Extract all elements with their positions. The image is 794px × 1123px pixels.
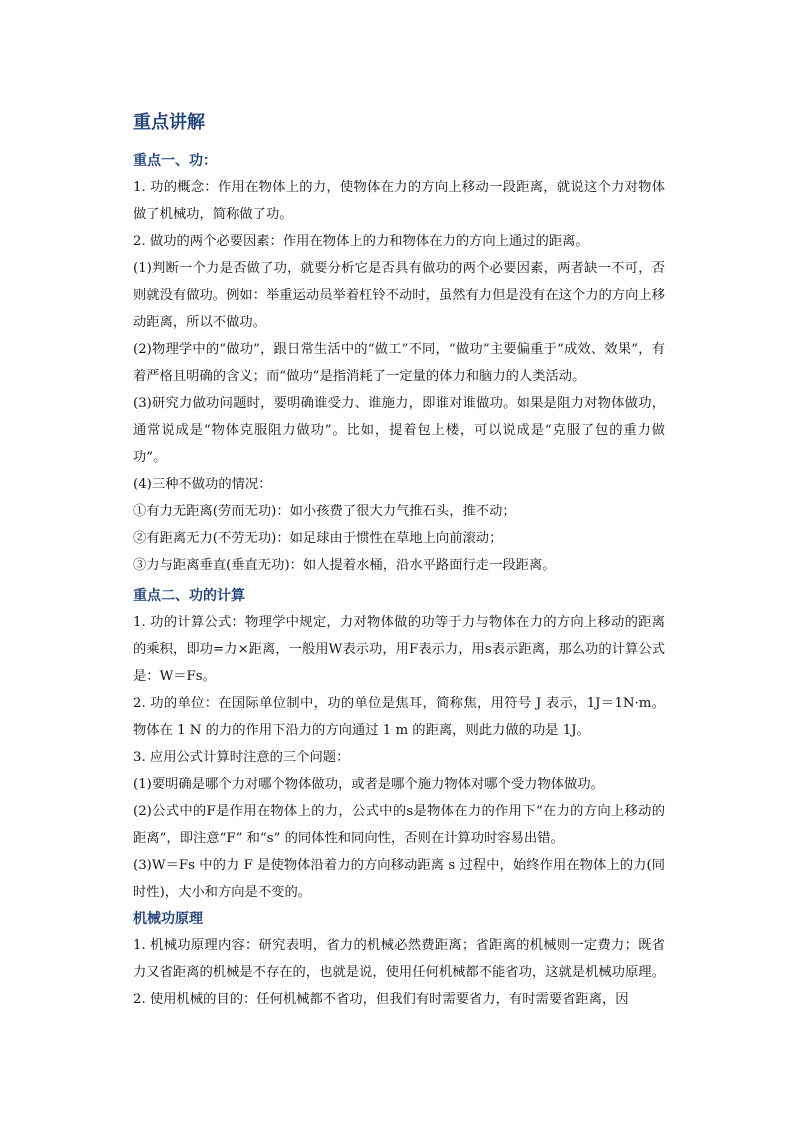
paragraph: 1. 功的计算公式：物理学中规定，力对物体做的功等于力与物体在力的方向上移动的距离的乘积，即功=力×距离，一般用W表示功，用F表示力，用s表示距离，那么功的计算公式是：W＝Fs。: [133, 615, 665, 684]
section-2: [133, 583, 665, 906]
paragraph: 1. 功的概念：作用在物体上的力，使物体在力的方向上移动一段距离，就说这个力对物体做了机械功，简称做了功。: [133, 180, 665, 222]
paragraph: (3)研究力做功问题时，要明确谁受力、谁施力，即谁对谁做功。如果是阻力对物体做功，通常说成是“物体克服阻力做功”。比如，提着包上楼，可以说成是“克服了包的重力做功”。: [133, 396, 665, 465]
paragraph: ①有力无距离(劳而无功)：如小孩费了很大力气推石头，推不动；: [133, 504, 516, 519]
paragraph: 2. 使用机械的目的：任何机械都不省功，但我们有时需要省力，有时需要省距离，因: [133, 992, 629, 1007]
paragraph: (1)要明确是哪个力对哪个物体做功，或者是哪个施力物体对哪个受力物体做功。: [133, 777, 604, 792]
paragraph: (4)三种不做功的情况：: [133, 477, 272, 492]
paragraph: 2. 做功的两个必要因素：作用在物体上的力和物体在力的方向上通过的距离。: [133, 234, 589, 249]
paragraph: (1)判断一个力是否做了功，就要分析它是否具有做功的两个必要因素，两者缺一不可，否则就没有做功。例如：举重运动员举着杠铃不动时，虽然有力但是没有在这个力的方向上移动距离，所以不做功。: [133, 261, 665, 330]
section-heading: 机械功原理: [133, 911, 203, 927]
paragraph: (3)W＝Fs 中的力 F 是使物体沿着力的方向移动距离 s 过程中，始终作用在物体上的力(同时性)，大小和方向是不变的。: [133, 858, 665, 900]
document-page: [133, 108, 665, 1013]
paragraph: ②有距离无力(不劳无功)：如足球由于惯性在草地上向前滚动；: [133, 531, 503, 546]
section-heading: 重点二、功的计算: [133, 588, 245, 604]
section-3: [133, 906, 665, 1013]
paragraph: ③力与距离垂直(垂直无功)：如人提着水桶，沿水平路面行走一段距离。: [133, 558, 556, 573]
section-1: [133, 148, 665, 579]
paragraph: 3. 应用公式计算时注意的三个问题：: [133, 750, 350, 765]
section-heading: 重点一、功：: [133, 153, 217, 169]
paragraph: (2)公式中的F是作用在物体上的力，公式中的s是物体在力的作用下“在力的方向上移动的距离”，即注意“F” 和“s” 的同体性和同向性，否则在计算功时容易出错。: [133, 804, 665, 846]
paragraph: 2. 功的单位：在国际单位制中，功的单位是焦耳，简称焦，用符号 J 表示，1J＝1N·m。物体在 1 N 的力的作用下沿力的方向通过 1 m 的距离，则此力做的功是 1J。: [133, 696, 665, 738]
paragraph: (2)物理学中的“做功”，跟日常生活中的“做工”不同，“做功”主要偏重于“成效、效果”，有着严格且明确的含义；而“做功”是指消耗了一定量的体力和脑力的人类活动。: [133, 342, 665, 384]
paragraph: 1. 机械功原理内容：研究表明，省力的机械必然费距离；省距离的机械则一定费力；既省力又省距离的机械是不存在的，也就是说，使用任何机械都不能省功，这就是机械功原理。: [133, 938, 665, 980]
page-title: 重点讲解: [133, 112, 205, 133]
